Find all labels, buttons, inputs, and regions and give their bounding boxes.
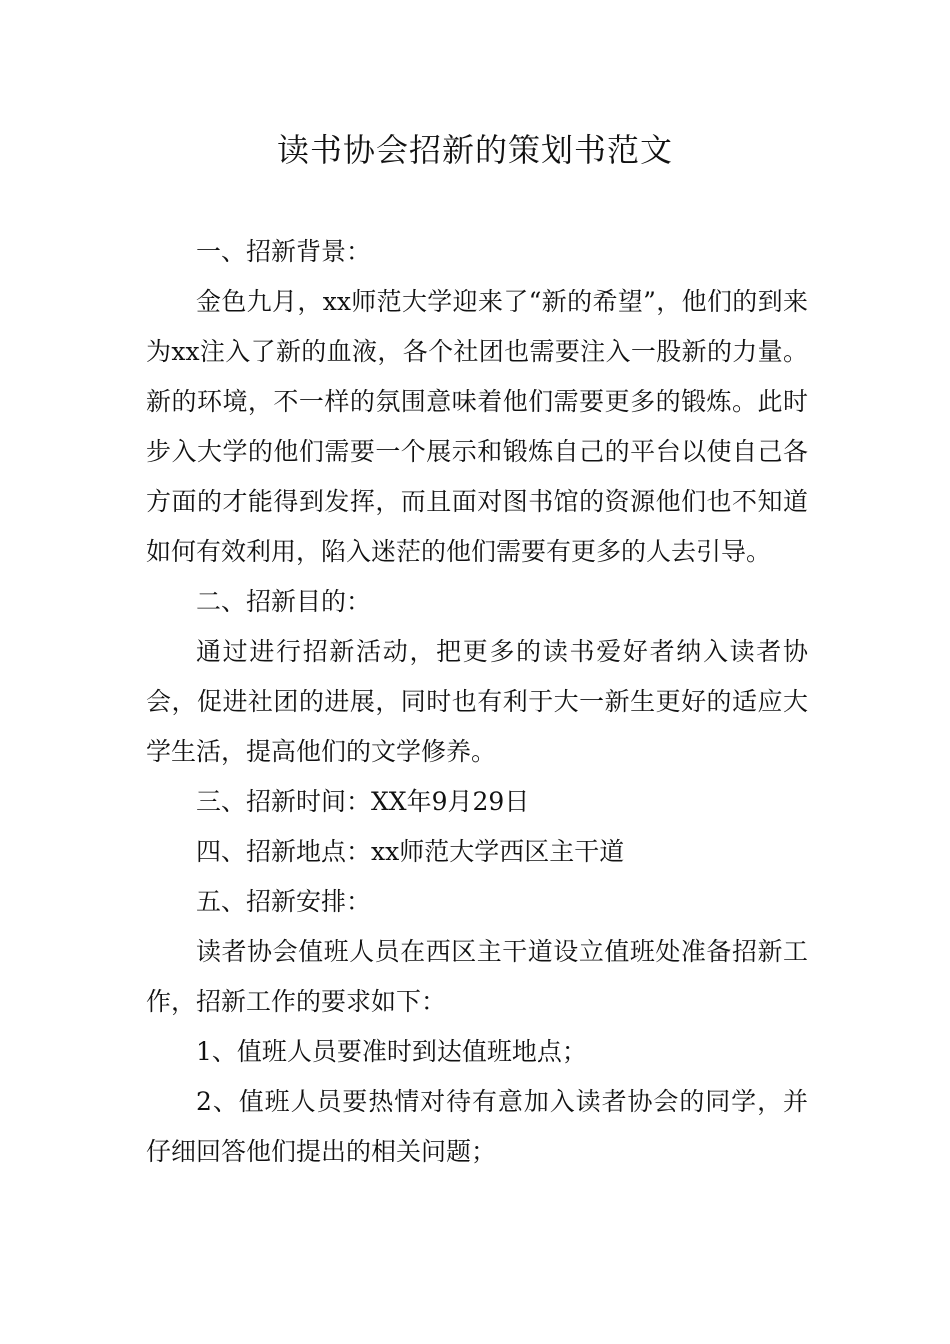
section-heading-time: 三、招新时间：XX年9月29日 [196,787,530,816]
paragraph-purpose: 通过进行招新活动，把更多的读书爱好者纳入读者协会，促进社团的进展，同时也有利于大一新生更好的适应大学生活，提高他们的文学修养。 [146,637,808,766]
paragraph-arrangement: 读者协会值班人员在西区主干道设立值班处准备招新工作，招新工作的要求如下： [146,937,808,1016]
section-heading-background: 一、招新背景： [196,237,372,266]
section-heading-location: 四、招新地点：xx师范大学西区主干道 [196,837,625,866]
list-item-1: 1、值班人员要准时到达值班地点； [196,1037,587,1066]
section-heading-arrangement: 五、招新安排： [196,887,372,916]
document-body [146,227,808,1177]
paragraph-background: 金色九月，xx师范大学迎来了“新的希望”，他们的到来为xx注入了新的血液，各个社团也需要注入一股新的力量。新的环境，不一样的氛围意味着他们需要更多的锻炼。此时步入大学的他们需要一个展示和锻炼自己的平台以使自己各方面的才能得到发挥，而且面对图书馆的资源他们也不知道如何有效利用，陷入迷茫的他们需要有更多的人去引导。 [146,287,808,566]
list-item-2: 2、值班人员要热情对待有意加入读者协会的同学，并仔细回答他们提出的相关问题； [146,1087,808,1166]
document-title: 读书协会招新的策划书范文 [276,131,673,169]
section-heading-purpose: 二、招新目的： [196,587,372,616]
